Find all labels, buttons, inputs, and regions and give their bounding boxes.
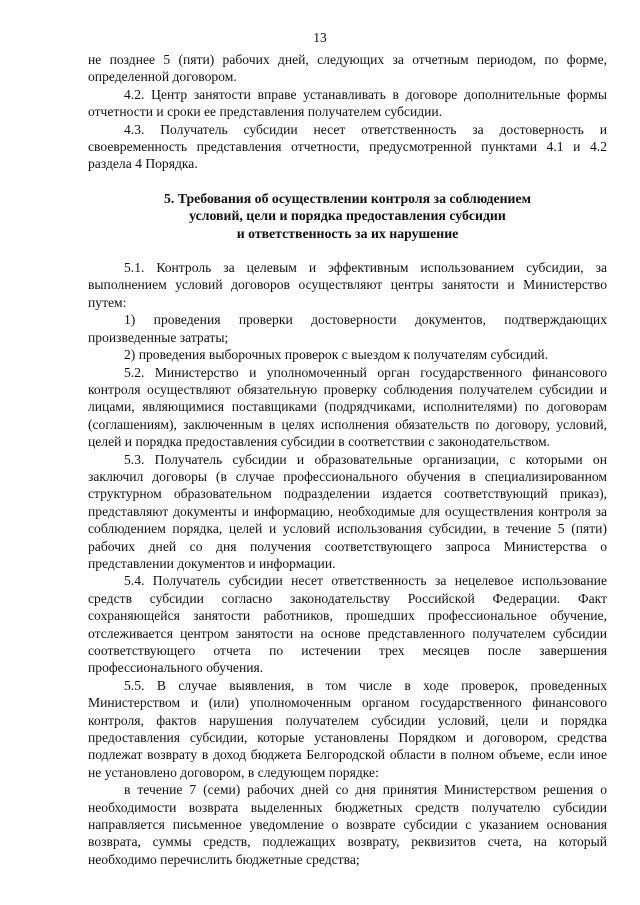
paragraph: 5.3. Получатель субсидии и образовательные организации, с которыми он заключил договоры (в случае профессионального обучения в специализированном структурном образовательном подразделении издается соответствующий приказ), представляют документы и информацию, необходимые для осуществления контроля за соблюдением порядка, целей и условий использования субсидии, в течение 5 (пяти) рабочих дней со дня получения соответствующего запроса Министерства о представлении документов и информации. (88, 451, 607, 571)
section-heading-line: 5. Требования об осуществлении контроля за соблюдением (163, 190, 532, 206)
page-number: 13 (313, 30, 327, 45)
paragraph: 5.2. Министерство и уполномоченный орган государственного финансового контроля осуществляют обязательную проверку соблюдения получателем субсидии и лицами, являющимися поставщиками (подрядчиками, исполнителями) по договорам (соглашениям), заключенным в целях исполнения обязательств по договору, условий, целей и порядка предоставления субсидии в соответствии с законодательством. (88, 364, 607, 450)
section-heading-line: условий, цели и порядка предоставления субсидии (189, 208, 506, 224)
paragraph: 5.5. В случае выявления, в том числе в ходе проверок, проведенных Министерством и (или) уполномоченным органом государственного финансового контроля, фактов нарушения получателем субсидии условий, цели и порядка предоставления субсидии, которые установлены Порядком и договором, средства подлежат возврату в доход бюджета Белгородской области в полном объеме, если иное не установлено договором, в следующем порядке: (88, 677, 607, 780)
section-heading-line: и ответственность за их нарушение (236, 225, 459, 241)
paragraph: в течение 7 (семи) рабочих дней со дня принятия Министерством решения о необходимости возврата выделенных бюджетных средств получателю субсидии направляется письменное уведомление о возврате субсидии с указанием основания возврата, суммы средств, подлежащих возврату, реквизитов счета, на который необходимо перечислить бюджетные средства; (88, 782, 607, 867)
paragraph: 4.3. Получатель субсидии несет ответственность за достоверность и своевременность представления отчетности, предусмотренной пунктами 4.1 и 4.2 раздела 4 Порядка. (88, 121, 607, 172)
paragraph: 5.4. Получатель субсидии несет ответственность за нецелевое использование средств субсидии согласно законодательству Российской Федерации. Факт сохраняющейся занятости работников, прошедших профессиональное обучение, отслеживается центром занятости на основе представленного получателем субсидии соответствующего отчета по истечении трех месяцев после завершения профессионального обучения. (88, 573, 607, 676)
paragraph: не позднее 5 (пяти) рабочих дней, следующих за отчетным периодом, по форме, определенной договором. (88, 52, 607, 85)
paragraph: 4.2. Центр занятости вправе устанавливать в договоре дополнительные формы отчетности и сроки ее представления получателем субсидии. (88, 86, 607, 120)
paragraph: 5.1. Контроль за целевым и эффективным использованием субсидии, за выполнением условий договоров осуществляют центры занятости и Министерство путем: (88, 260, 607, 310)
document-body (88, 51, 607, 868)
section-heading (88, 190, 607, 242)
list-item: 1) проведения проверки достоверности документов, подтверждающих произведенные затраты; (88, 312, 607, 345)
list-item: 2) проведения выборочных проверок с выездом к получателям субсидий. (124, 347, 549, 363)
